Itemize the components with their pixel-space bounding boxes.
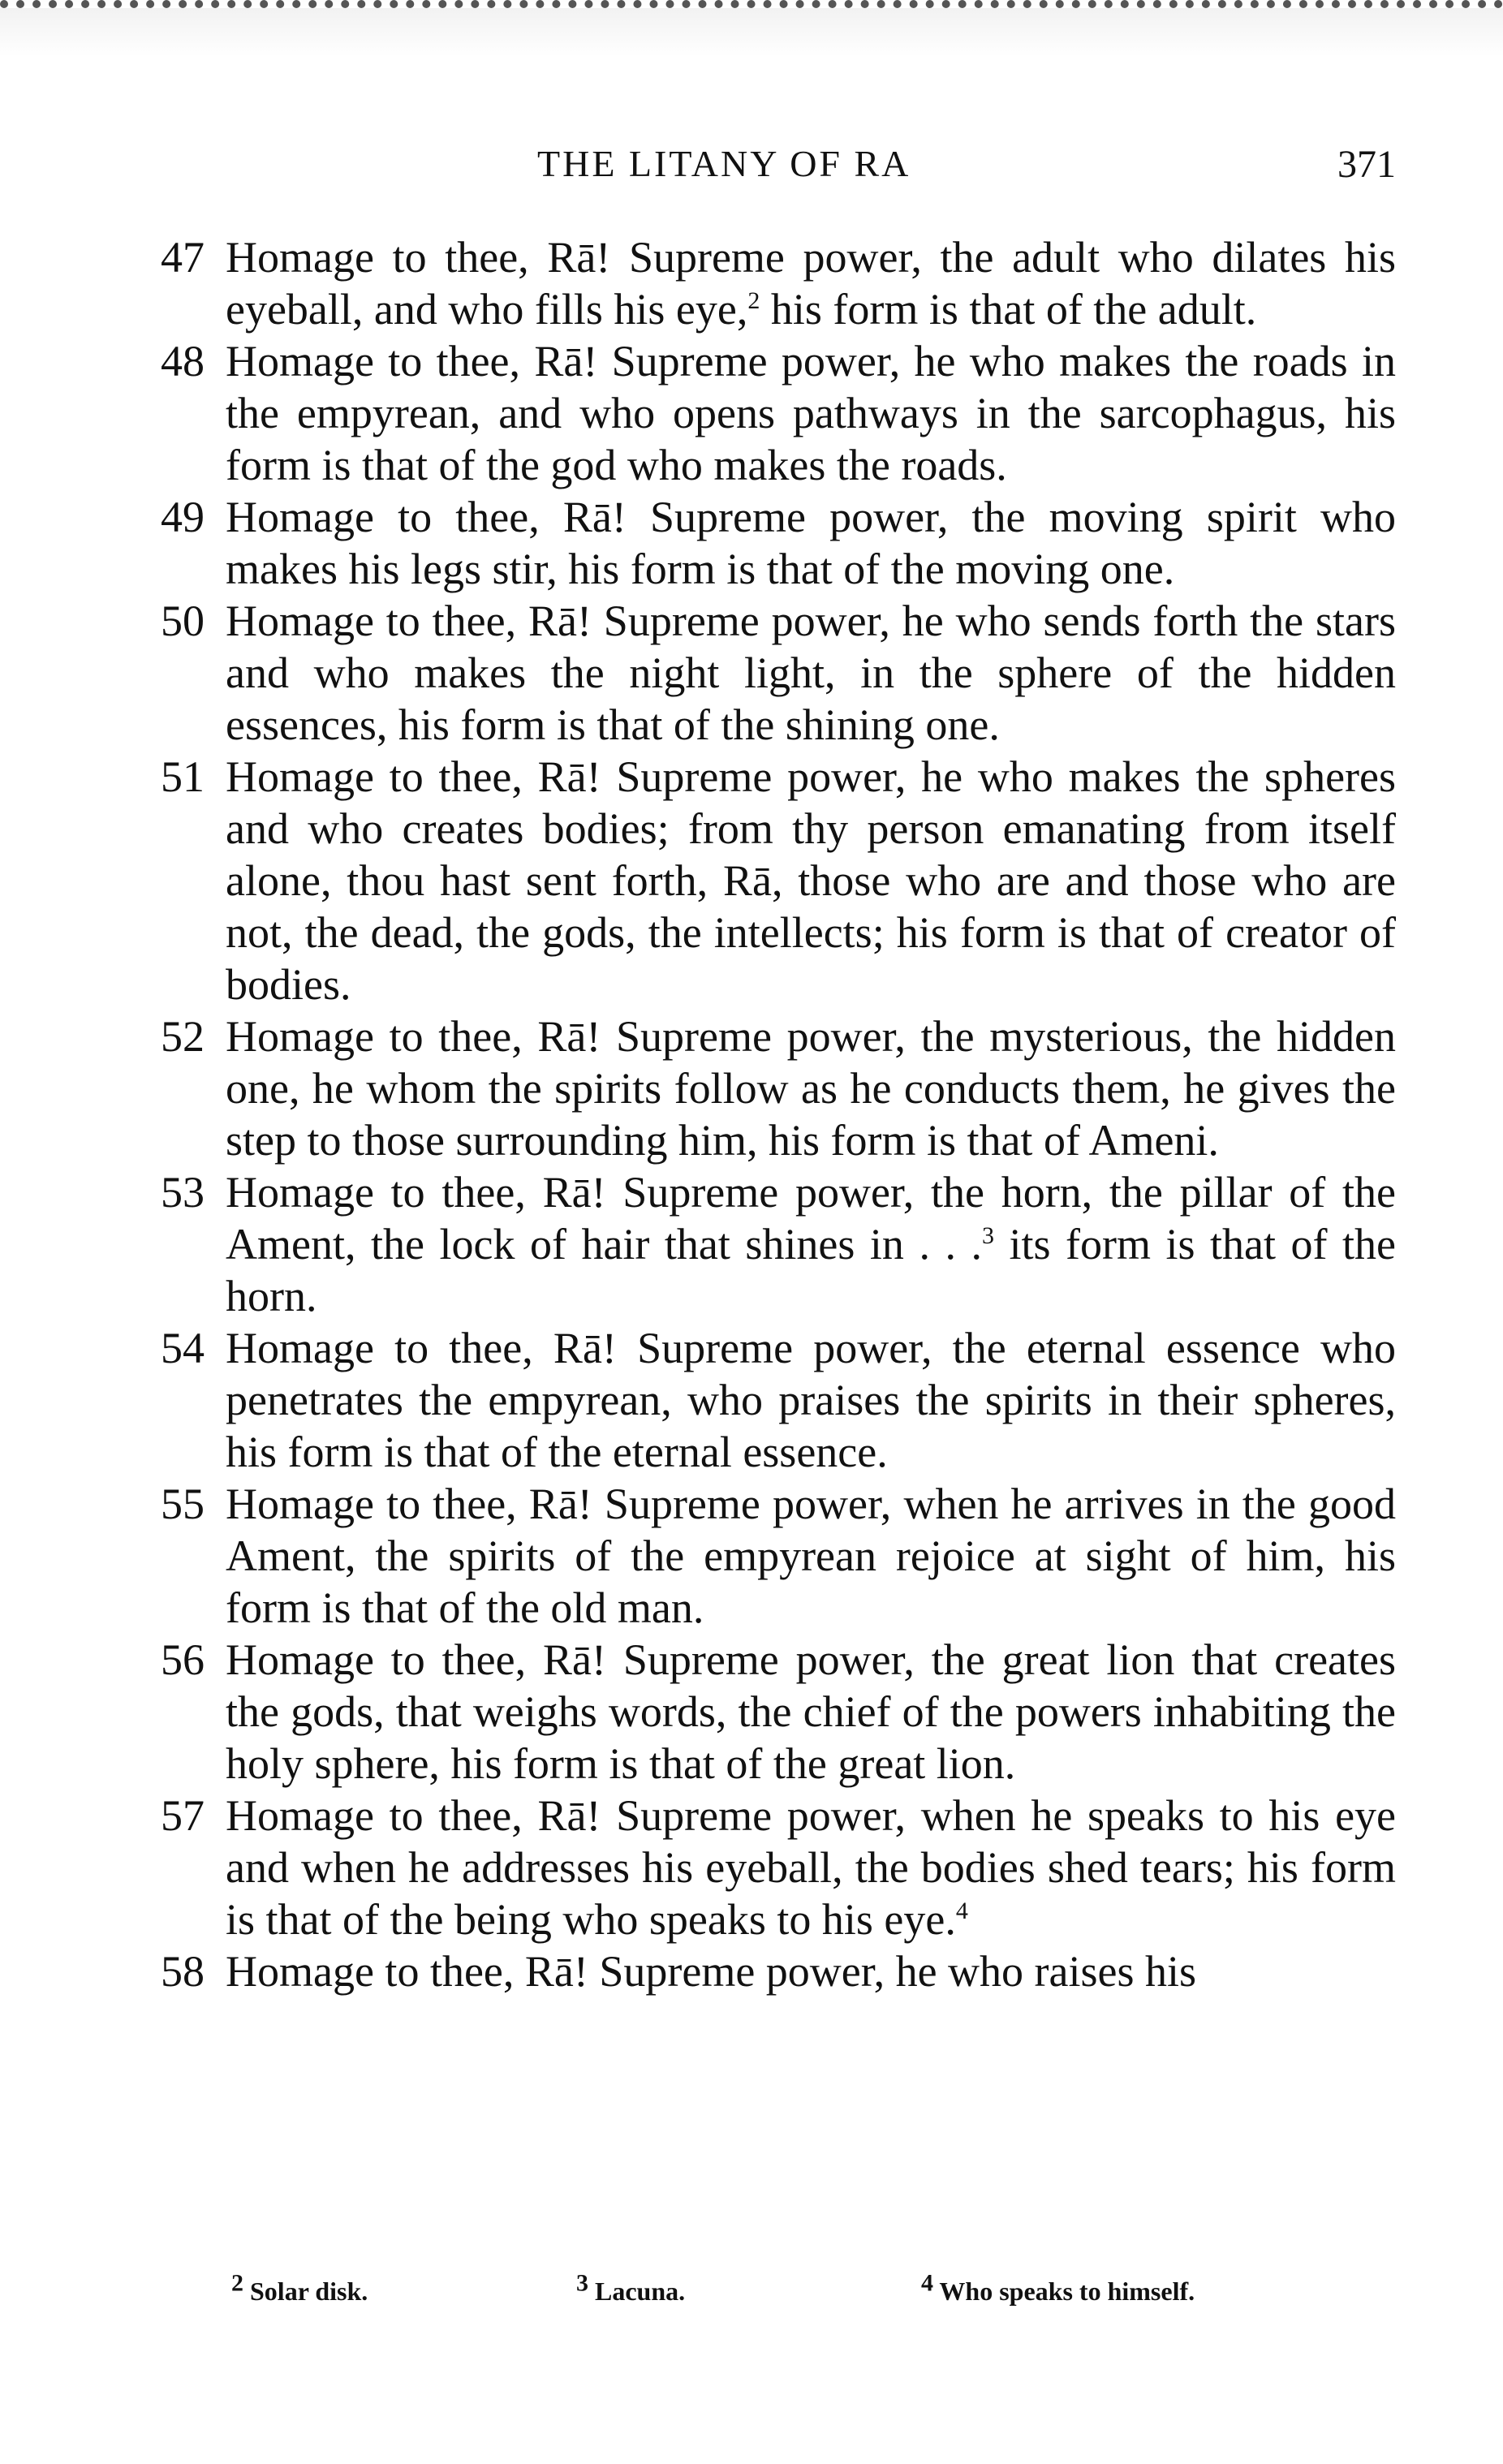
litany-entry bbox=[161, 335, 1396, 491]
entry-text: Homage to thee, Rā! Supreme power, he who makes the roads in the empyrean, and who opens pathways in the sarcophagus, his form is that of the god who makes the roads. bbox=[226, 337, 1396, 489]
entry-number: 49 bbox=[161, 493, 205, 541]
scan-top-edge bbox=[0, 0, 1503, 57]
litany-entry bbox=[161, 1634, 1396, 1790]
page-header bbox=[219, 142, 1396, 191]
litany-entry bbox=[161, 491, 1396, 595]
litany-entry bbox=[161, 1945, 1396, 1997]
entry-text-tail: his form is that of the adult. bbox=[760, 285, 1257, 334]
entry-number: 48 bbox=[161, 337, 205, 386]
litany-entry bbox=[161, 1010, 1396, 1166]
entry-number: 58 bbox=[161, 1947, 205, 1996]
footnote-mark: 4 bbox=[921, 2269, 933, 2297]
entry-number: 55 bbox=[161, 1480, 205, 1528]
footnote bbox=[576, 2269, 686, 2307]
entry-text: Homage to thee, Rā! Supreme power, he who raises his bbox=[226, 1947, 1197, 1996]
footnote-ref: 2 bbox=[747, 287, 760, 314]
entry-number: 51 bbox=[161, 752, 205, 801]
litany-entry bbox=[161, 1790, 1396, 1945]
litany-entry bbox=[161, 1478, 1396, 1634]
entry-number: 50 bbox=[161, 597, 205, 645]
running-title: THE LITANY OF RA bbox=[537, 143, 911, 184]
entry-text: Homage to thee, Rā! Supreme power, the great lion that creates the gods, that weighs words, the chief of the powers inhabiting the holy sphere, his form is that of the great lion. bbox=[226, 1635, 1396, 1788]
entry-text: Homage to thee, Rā! Supreme power, the adult who dilates his eyeball, and who fills his eye, bbox=[226, 233, 1396, 334]
entry-number: 56 bbox=[161, 1635, 205, 1684]
entry-text-tail: its form is that of the horn. bbox=[226, 1220, 1397, 1320]
footnote bbox=[921, 2269, 1195, 2307]
footnote-mark: 3 bbox=[576, 2269, 588, 2297]
entry-number: 53 bbox=[161, 1168, 205, 1217]
footnote-text: Who speaks to himself. bbox=[939, 2277, 1195, 2306]
footnote-mark: 2 bbox=[231, 2269, 243, 2297]
footnote-ref: 4 bbox=[955, 1898, 968, 1924]
entry-number: 47 bbox=[161, 233, 205, 282]
entry-text: Homage to thee, Rā! Supreme power, when he arrives in the good Ament, the spirits of the empyrean rejoice at sight of him, his form is that of the old man. bbox=[226, 1480, 1396, 1632]
litany-entry bbox=[161, 595, 1396, 751]
footnote-ref: 3 bbox=[981, 1222, 994, 1249]
entry-number: 52 bbox=[161, 1012, 205, 1061]
entry-text: Homage to thee, Rā! Supreme power, he who makes the spheres and who creates bodies; from thy person emanating from itself alone, thou hast sent forth, Rā, those who are and those who are not, the dead, the gods, the intellects; his form is that of creator of bodies. bbox=[226, 752, 1396, 1009]
entry-number: 54 bbox=[161, 1324, 205, 1372]
entry-text: Homage to thee, Rā! Supreme power, the moving spirit who makes his legs stir, his form is that of the moving one. bbox=[226, 493, 1396, 593]
footnote-text: Lacuna. bbox=[595, 2277, 686, 2306]
entry-number: 57 bbox=[161, 1791, 205, 1840]
footnote bbox=[231, 2269, 368, 2307]
entry-text: Homage to thee, Rā! Supreme power, the eternal essence who penetrates the empyrean, who praises the spirits in their spheres, his form is that of the eternal essence. bbox=[226, 1324, 1396, 1476]
entry-text: Homage to thee, Rā! Supreme power, when he speaks to his eye and when he addresses his eyeball, the bodies shed tears; his form is that of the being who speaks to his eye. bbox=[226, 1791, 1396, 1944]
page-number: 371 bbox=[1337, 143, 1396, 186]
entry-text: Homage to thee, Rā! Supreme power, the mysterious, the hidden one, he whom the spirits follow as he conducts them, he gives the step to those surrounding him, his form is that of Ameni. bbox=[226, 1012, 1396, 1165]
litany-entry bbox=[161, 751, 1396, 1010]
litany-entry bbox=[161, 231, 1396, 335]
litany-entries bbox=[161, 231, 1396, 1997]
litany-entry bbox=[161, 1166, 1396, 1322]
entry-text: Homage to thee, Rā! Supreme power, the horn, the pillar of the Ament, the lock of hair that shines in . . . bbox=[226, 1168, 1396, 1269]
litany-entry bbox=[161, 1322, 1396, 1478]
footnote-text: Solar disk. bbox=[250, 2277, 368, 2306]
entry-text: Homage to thee, Rā! Supreme power, he who sends forth the stars and who makes the night light, in the sphere of the hidden essences, his form is that of the shining one. bbox=[226, 597, 1396, 749]
footnotes bbox=[231, 2269, 1367, 2309]
